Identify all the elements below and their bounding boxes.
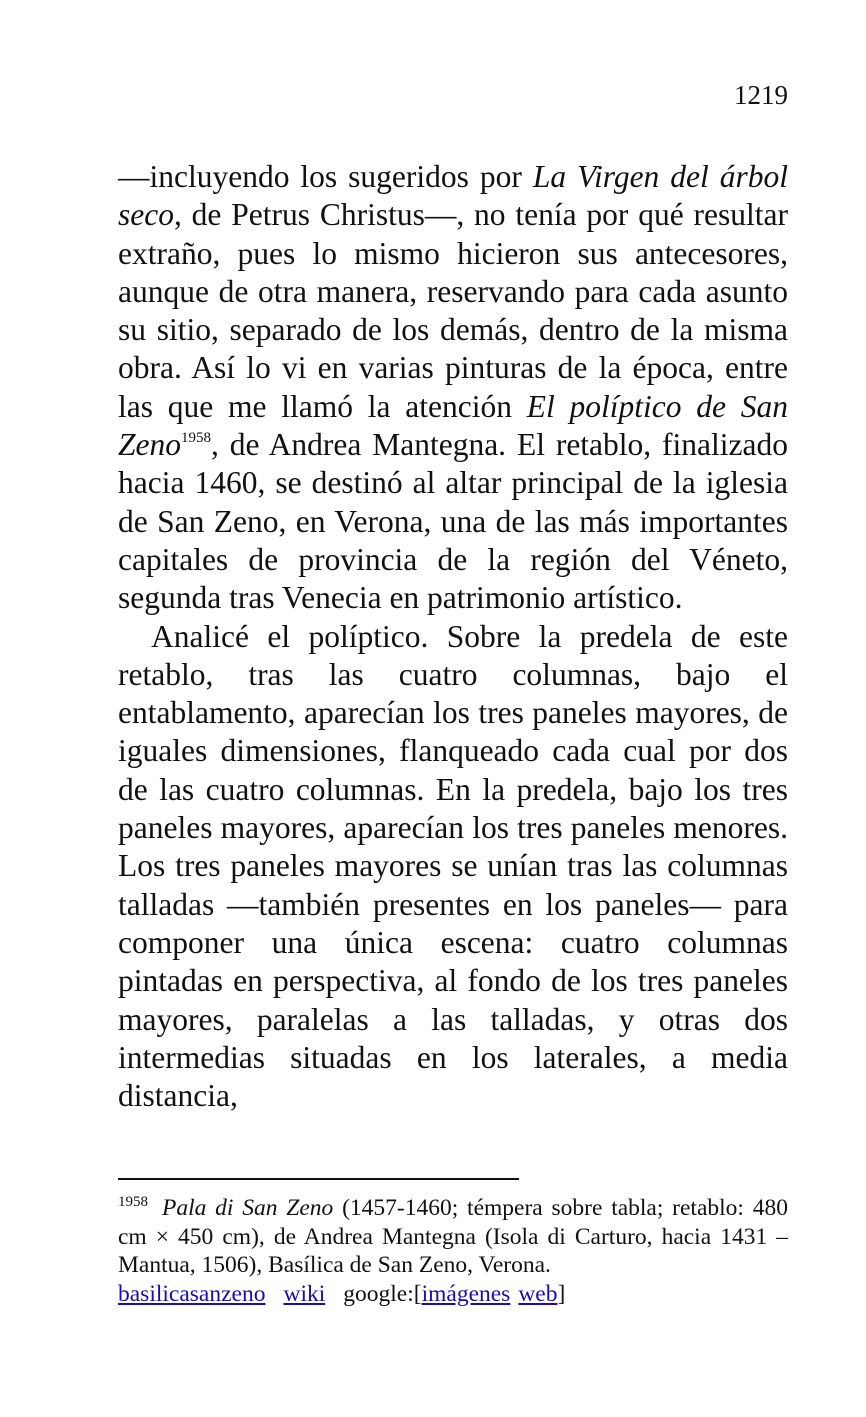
wiki-link[interactable]: wiki — [283, 1280, 326, 1307]
google-suffix: ] — [557, 1280, 566, 1307]
google-prefix: google:[ — [343, 1280, 422, 1307]
footnote — [118, 1194, 788, 1308]
footnote-divider — [118, 1178, 519, 1180]
footnote-body — [118, 1194, 788, 1280]
basilica-link[interactable]: basilicasanzeno — [118, 1280, 266, 1307]
page-number: 1219 — [734, 80, 788, 110]
artwork-title-poliptico: El políptico de San Zeno — [118, 388, 788, 463]
google-images-link[interactable]: imágenes — [421, 1280, 511, 1307]
footnote-title: Pala di San Zeno — [162, 1195, 334, 1221]
footnote-reference[interactable]: 1958 — [181, 430, 211, 447]
body-text — [118, 158, 788, 1115]
footnote-number: 1958 — [118, 1194, 148, 1210]
footnote-text: (1457-1460; témpera sobre tabla; retablo: 480 cm × 450 cm), de Andrea Mantegna (Isola di Carturo, hacia 1431 – Mantua, 1506), Basílica de San Zeno, Verona. — [118, 1195, 788, 1278]
footnote-links — [118, 1280, 788, 1309]
paragraph-1-text-c: , de Andrea Mantegna. El retablo, finalizado hacia 1460, se destinó al altar principal de la iglesia de San Zeno, en Verona, una de las más importantes capitales de provincia de la región del Véneto, segunda tras Venecia en patrimonio artístico. — [118, 427, 788, 616]
paragraph-1-text-a: —incluyendo los sugeridos por — [118, 159, 533, 194]
google-web-link[interactable]: web — [518, 1280, 558, 1307]
paragraph-1-text-b: , de Petrus Christus—, no tenía por qué resultar extraño, pues lo mismo hicieron sus antecesores, aunque de otra manera, reservando para cada asunto su sitio, separado de los demás, dentro de la misma obra. Así lo vi en varias pinturas de la época, entre las que me llamó la atención — [118, 197, 788, 424]
paragraph-1 — [118, 158, 788, 618]
paragraph-2: Analicé el políptico. Sobre la predela de este retablo, tras las cuatro columnas, bajo el entablamento, aparecían los tres paneles mayores, de iguales dimensiones, flanqueado cada cual por dos de las cuatro columnas. En la predela, bajo los tres paneles mayores, aparecían los tres paneles menores. Los tres paneles mayores se unían tras las columnas talladas —también presentes en los paneles— para componer una única escena: cuatro columnas pintadas en perspectiva, al fondo de los tres paneles mayores, paralelas a las talladas, y otras dos intermedias situadas en los laterales, a media distancia, — [118, 618, 788, 1114]
artwork-title-virgen: La Virgen del árbol seco — [118, 159, 788, 233]
